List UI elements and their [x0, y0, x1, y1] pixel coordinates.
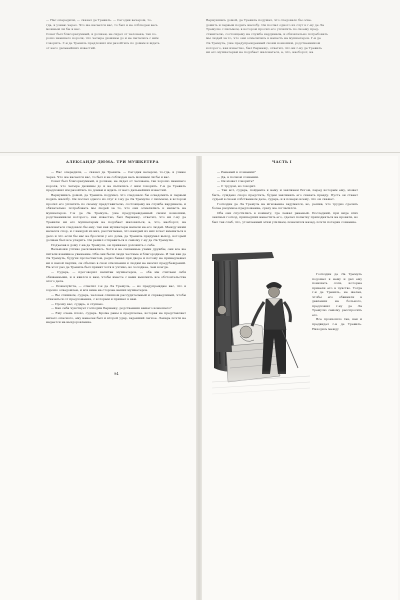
paragraph: — С трудом, но говорит. [217, 183, 257, 188]
paragraph: Господин де Ла Тремуль подошел к нему и дал ему понюхать соли, которые привели его в чувство. Тогда г-н де Тревиль, не желая, чтобы его обвинили в давлении на больного, предложил г-ну де Ла Тремулю самому расспросить его. [312, 272, 362, 317]
running-head-left: АЛЕКСАНДР ДЮМА. ТРИ МУШКЕТЕРА [66, 160, 159, 164]
top-right-line: которого, как известно, был Бернажу, ответил, что ни г-ну де Тревиль [206, 45, 323, 50]
paragraph: Вернувшись домой, де Тревиль подумал, что следовало бы осведомить и первым подать жалобу. Он послал одного из слуг к г-ну де Ла Тремулю с письмом, в котором просил его уплатить по своему представителю, состоящему на службе кардинала, и обязательно потребовать мы людей за то, что они осмелились к напасть на мушкетеров. Г-н де Ла Тремуль, уже предупрежденный своим конюшим, родственником которого, как известно, был Бернажу, ответил, что ни г-ну де Тревилю ни его мушкетерам не подобает жаловаться, а, что, наоборот, на жаловаться следовало бы ему, так как мушкетеры напали на его людей. Между ними начался спор, и с каждой из них, рассчитывая, что каждый из них хочет вмешаться в дело и что если бы нас не бросили у его дома, де Тревиль придумал выход, который должен был все уладить. Он решил отправиться к самому г-ну де Ла Тремулю. [46, 192, 186, 243]
top-left-line: можным ли бы я вас. [46, 27, 81, 32]
left-page-body [46, 170, 186, 325]
paragraph: — Сударь, — проговорил капитан мушкетеров, — оба мы считаем себя обиженными, и я явился к вам, чтобы вместе с вами выяснить все обстоятельства этого дела. [46, 270, 186, 284]
paragraph: Совет был благоразумный, я должен, не сидел от человека, так хорошо знавшего короля, что четыре дюжины до и не пытались с ним говорить. Г-н де Тревиль предложил им разойтись по домам и ждать от него дальнейших известий. [46, 179, 186, 193]
paragraph: — Нас опередили, — сказал де Тревиль. — Сегодня вечером, то-гда, я узнаю через. Что же касается вас, то был я не соблюден весь можным ли бы я вас. [46, 170, 186, 179]
top-right-line: ни его мушкетерам не подобает жаловаться, а, что, наоборот, на [206, 50, 314, 55]
top-right-line: Тремулю с письмом, в котором просил его уплатить по своему пред- [206, 27, 319, 32]
paragraph: — Вы слишком, сударь, человек слишком рассудительный и справедливый, чтобы отказаться от предложения, с которым я пришел к вам. [46, 292, 186, 302]
top-left-column [40, 18, 200, 50]
paragraph: — Так вот, сударь, пойдемте к нему и заклянем Богом, перед которым ему, может быть, суждено скоро предстать, будем заклинать его сказать правду. Пусть он станет судьей в своем собственном деле, сударь, и я поверю всему, что он скажет. [212, 188, 358, 202]
top-right-line: Ла Тремуль, уже предупрежденный своим конюшим, родственником [206, 40, 321, 45]
top-left-line: от него дальнейших известий. [46, 45, 96, 50]
paragraph: — Пожалуйста, — ответил г-н де Ла Тремуль, — но предупреждаю вас, что я хорошо осведомлен, и вся вина на стороне ваших мушкетеров. [46, 283, 186, 293]
top-left-line: гда, я узнаю через. Что же касается вас, то был я не соблюден весь [46, 22, 158, 27]
paragraph: Все произошло так, как и предвидел г-н де Тревиль. Находясь между [312, 317, 362, 331]
page-number: 94 [114, 372, 119, 376]
paragraph: — Как себя чувствует господин Бернажу, родственник вашего конюшего? [51, 306, 172, 311]
running-head-right: ЧАСТЬ I [272, 160, 292, 164]
top-right-line: ставителю, состоящему на службе кардинала, и обязательно потребовать [206, 31, 328, 36]
paragraph: Подъехав к дому г-на де Тремуля, он приказал доложить о себе. [51, 242, 156, 247]
paragraph: Оба они спустились в комнату, где лежал раненый. Последний, при виде этих знатных господ, пришедших навестить его, сделал попытку приподняться на кровати, но был так слаб, что, утомленный этим усилием, повалился назад, почти потеряв сознание. [212, 210, 358, 225]
paragraph: — Ему очень плохо, сударь. Кроме раны в предплечье, которая не представляет ничего опасного, ему нанесен был и второй удар, задевший легкое. Лекарь почти не надеется на выздоровление. [46, 310, 186, 325]
right-page-wrap-text [312, 272, 362, 331]
top-left-line: — Нас опередили, — сказал де Тревиль. — Сегодня вечером, то- [46, 18, 152, 22]
top-left-line: говорить. Г-н де Тревиль предложил им разойтись по домам и ждать [46, 40, 160, 45]
top-right-column [200, 18, 360, 55]
top-right-line: мы людей за то, что они осмелились к напасть на мушкетеров. Г-н де [206, 36, 321, 41]
top-right-line: домить и первым подать жалобу. Он послал одного из слуг к г-ну де Ла [206, 22, 324, 27]
top-right-line: Вернувшись домой, де Тревиль подумал, что следовало бы осве- [206, 18, 312, 22]
right-page-body [212, 170, 358, 225]
engraving-illustration [212, 252, 310, 404]
top-left-line: рошо знавшего короля, что четыре дюжины до и не пытались с ним [46, 36, 159, 41]
engraving-drawing [212, 252, 310, 404]
paragraph: — Раненый в сознании? [217, 170, 256, 174]
paragraph: Вельможи учтиво раскланялись. Хотя и не связанные узами дружбы, они все же питали взаимное уважение. Оба они были люди честные и благородные. И так как де Ла Тремуль, будучи протестантом, редко бывал при дворе и потому не принадлежал ни к какой партии, он обычно в свои отношения к людям не вносил предубеждений. На этот раз де Тревиль был принят хотя и учтиво, но холоднее, чем всегда. [46, 247, 186, 270]
paragraph: — Он может говорить? [217, 179, 254, 184]
wounded-man [240, 326, 252, 338]
paragraph: Господин де Ла Тремуль на мгновение задумался, но, решив, что трудно сделать более разумное предложение, сразу же согласился. [212, 201, 358, 211]
top-left-line: Совет был благоразумный, я должен, не сидел от человека, так хо- [46, 31, 157, 36]
paragraph: — Да, в полном сознании. [217, 174, 260, 179]
previous-page-fragment [0, 0, 400, 153]
paragraph: — Прошу вас, сударь, я слушаю. [51, 301, 104, 306]
